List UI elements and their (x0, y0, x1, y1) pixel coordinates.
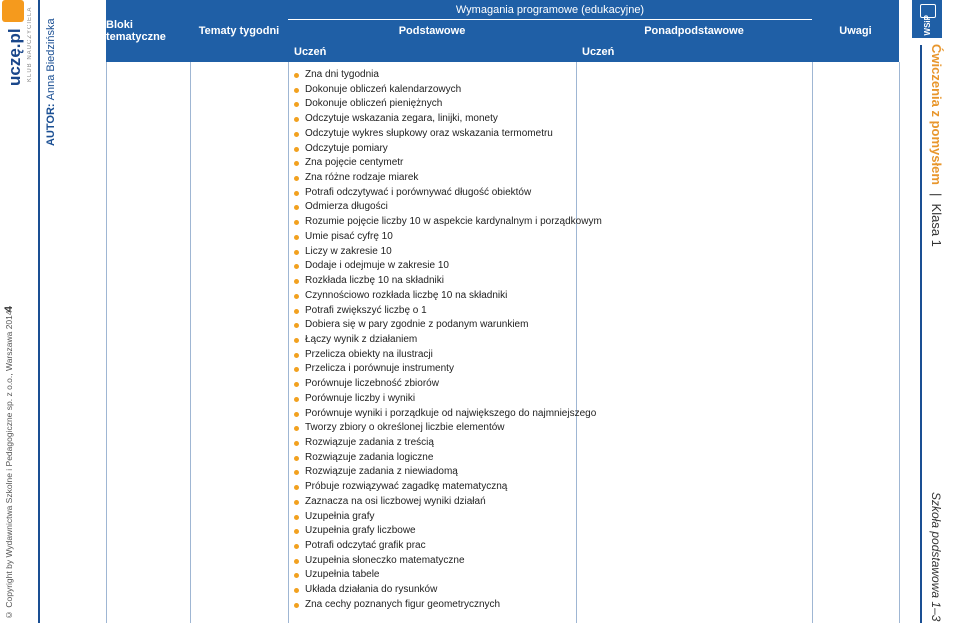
column-line (288, 62, 289, 623)
requirement-item: Tworzy zbiory o określonej liczbie elementów (293, 421, 602, 436)
requirement-item: Układa działania do rysunków (293, 583, 602, 598)
school-label: Szkoła podstawowa 1–3 (929, 492, 943, 622)
header-uczen-2: Uczeń (576, 42, 812, 62)
requirement-item: Odmierza długości (293, 200, 602, 215)
requirement-item: Uzupełnia tabele (293, 568, 602, 583)
author-name: Anna Biedzińska (45, 18, 57, 101)
header-tematy: Tematy tygodni (190, 0, 288, 62)
requirement-item: Porównuje liczebność zbiorów (293, 377, 602, 392)
requirement-item: Łączy wynik z działaniem (293, 333, 602, 348)
requirement-item: Rozwiązuje zadania z treścią (293, 436, 602, 451)
requirement-item: Odczytuje wykres słupkowy oraz wskazania termometru (293, 127, 602, 142)
requirement-item: Przelicza obiekty na ilustracji (293, 348, 602, 363)
requirement-item: Rozkłada liczbę 10 na składniki (293, 274, 602, 289)
requirement-item: Rozumie pojęcie liczby 10 w aspekcie kardynalnym i porządkowym (293, 215, 602, 230)
requirement-item: Umie pisać cyfrę 10 (293, 230, 602, 245)
header-uwagi: Uwagi (812, 0, 899, 62)
requirement-item: Dokonuje obliczeń kalendarzowych (293, 83, 602, 98)
requirement-item: Zna cechy poznanych figur geometrycznych (293, 598, 602, 613)
requirement-item: Liczy w zakresie 10 (293, 245, 602, 260)
publisher-label: WSiP (922, 14, 932, 35)
right-divider (920, 45, 922, 623)
class-label: Klasa 1 (929, 203, 944, 247)
series-separator: | (929, 192, 944, 196)
column-line (899, 62, 900, 623)
logo-text: uczę.pl (5, 28, 24, 86)
header-uczen-1: Uczeń (288, 42, 576, 62)
header-bloki: Bloki tematyczne (106, 0, 190, 62)
requirement-item: Rozwiązuje zadania z niewiadomą (293, 465, 602, 480)
requirement-item: Potrafi odczytywać i porównywać długość obiektów (293, 186, 602, 201)
requirement-item: Próbuje rozwiązywać zagadkę matematyczną (293, 480, 602, 495)
page-number: 4 (3, 306, 15, 313)
wsip-logo (912, 0, 942, 38)
requirement-item: Odczytuje pomiary (293, 142, 602, 157)
column-line (106, 62, 107, 623)
requirements-list (293, 68, 602, 613)
requirement-item: Uzupełnia słoneczko matematyczne (293, 554, 602, 569)
requirement-item: Przelicza i porównuje instrumenty (293, 362, 602, 377)
requirement-item: Potrafi odczytać grafik prac (293, 539, 602, 554)
header-podstawowe: Podstawowe (288, 20, 576, 42)
header-wymagania: Wymagania programowe (edukacyjne) (288, 0, 812, 20)
requirement-item: Potrafi zwiększyć liczbę o 1 (293, 304, 602, 319)
requirement-item: Porównuje wyniki i porządkuje od największego do najmniejszego (293, 407, 602, 422)
column-line (812, 62, 813, 623)
copyright: © Copyright by Wydawnictwa Szkolne i Pedagogiczne sp. z o.o., Warszawa 2014 (4, 310, 14, 620)
header-ponadpodstawowe: Ponadpodstawowe (576, 20, 812, 42)
requirement-item: Czynnościowo rozkłada liczbę 10 na składniki (293, 289, 602, 304)
requirement-item: Zna dni tygodnia (293, 68, 602, 83)
column-line (190, 62, 191, 623)
logo-club-text: KLUB NAUCZYCIELA (27, 6, 33, 82)
author (45, 6, 57, 146)
logo-u-icon (2, 0, 24, 22)
author-label: AUTOR: (45, 103, 57, 146)
left-divider (38, 0, 40, 623)
requirement-item: Uzupełnia grafy (293, 510, 602, 525)
requirement-item: Zaznacza na osi liczbowej wyniki działań (293, 495, 602, 510)
requirement-item: Dobiera się w pary zgodnie z podanym warunkiem (293, 318, 602, 333)
requirement-item: Dokonuje obliczeń pieniężnych (293, 97, 602, 112)
requirement-item: Zna różne rodzaje miarek (293, 171, 602, 186)
left-sidebar (0, 0, 105, 623)
requirement-item: Dodaje i odejmuje w zakresie 10 (293, 259, 602, 274)
requirement-item: Zna pojęcie centymetr (293, 156, 602, 171)
series-block (929, 44, 944, 247)
requirement-item: Porównuje liczby i wyniki (293, 392, 602, 407)
requirement-item: Rozwiązuje zadania logiczne (293, 451, 602, 466)
series-title: Ćwiczenia z pomysłem (929, 44, 944, 185)
requirement-item: Uzupełnia grafy liczbowe (293, 524, 602, 539)
requirement-item: Odczytuje wskazania zegara, linijki, monety (293, 112, 602, 127)
